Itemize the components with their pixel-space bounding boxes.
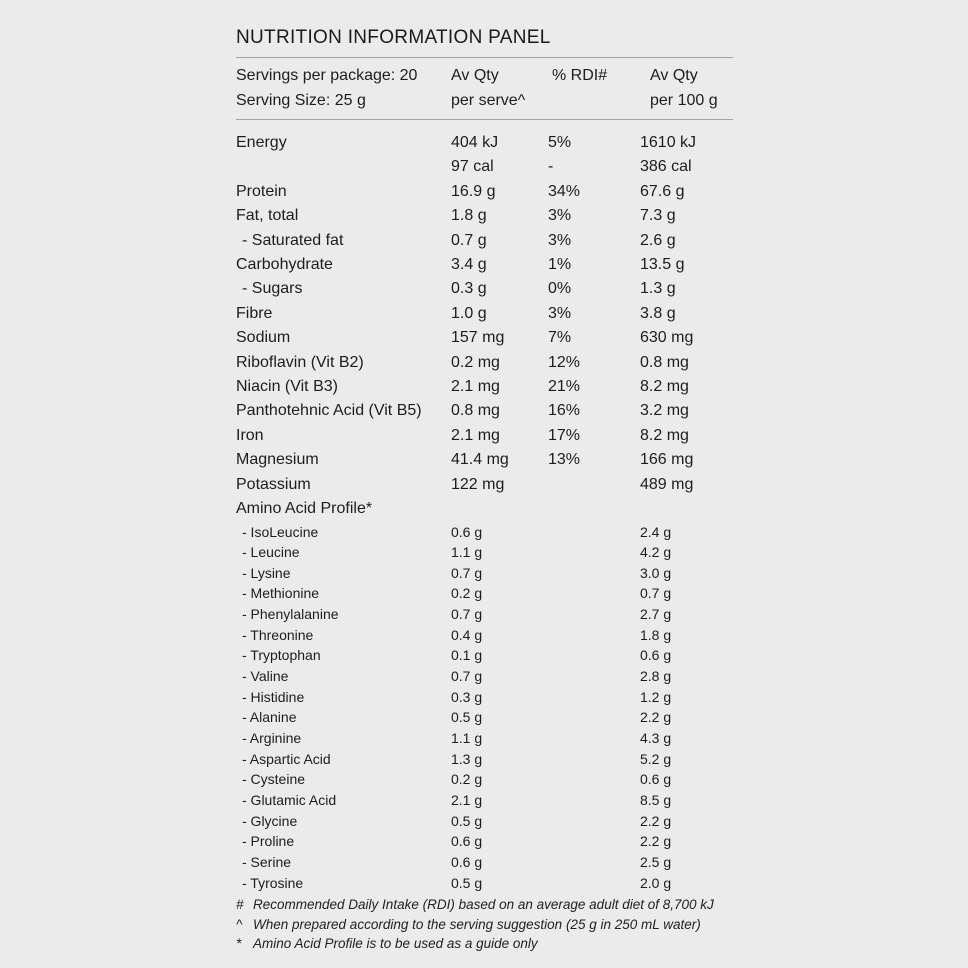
row-serve: 0.5 g xyxy=(451,812,483,829)
row-serve: 0.3 g xyxy=(451,688,483,705)
table-row xyxy=(236,155,733,179)
row-per100: 8.2 mg xyxy=(640,378,689,396)
row-serve: 0.2 mg xyxy=(451,353,500,371)
footnote-text: When prepared according to the serving suggestion (25 g in 250 mL water) xyxy=(253,916,701,932)
row-serve: 1.1 g xyxy=(451,544,483,561)
table-row xyxy=(236,424,733,448)
row-rdi: - xyxy=(548,158,554,176)
row-per100: 2.5 g xyxy=(640,854,672,870)
table-row xyxy=(236,873,733,894)
row-label: - Histidine xyxy=(242,688,305,705)
row-label: - Alanine xyxy=(242,709,297,726)
row-per100: 2.7 g xyxy=(640,606,672,623)
row-serve: 16.9 g xyxy=(451,182,496,200)
table-row xyxy=(236,583,733,604)
footnote-marker: ^ xyxy=(236,916,243,932)
row-rdi: 3% xyxy=(548,231,572,249)
row-label: Panthotehnic Acid (Vit B5) xyxy=(236,402,422,420)
row-label: - Saturated fat xyxy=(242,231,344,249)
table-row xyxy=(236,277,733,301)
footnote xyxy=(236,934,733,954)
row-label: - Glutamic Acid xyxy=(242,792,337,809)
row-label: Niacin (Vit B3) xyxy=(236,378,338,396)
row-rdi xyxy=(548,687,640,708)
row-per100: 13.5 g xyxy=(640,256,685,274)
row-label: Potassium xyxy=(236,475,311,493)
row-serve: 122 mg xyxy=(451,475,505,493)
row-serve: 0.4 g xyxy=(451,626,483,643)
row-rdi xyxy=(548,852,640,873)
row-serve: 0.8 mg xyxy=(451,402,500,420)
row-serve: 1.0 g xyxy=(451,304,487,322)
per-100g-header-line2: per 100 g xyxy=(650,92,718,109)
column-header-per-serve xyxy=(451,63,548,113)
row-label: - Arginine xyxy=(242,730,302,747)
row-label: - Threonine xyxy=(242,626,314,643)
table-row xyxy=(236,852,733,873)
row-per100: 2.8 g xyxy=(640,668,672,685)
row-serve: 1.8 g xyxy=(451,207,487,225)
row-label: Sodium xyxy=(236,329,291,347)
row-per100: 67.6 g xyxy=(640,182,685,200)
row-serve xyxy=(451,497,548,521)
row-per100: 0.7 g xyxy=(640,585,672,602)
row-serve: 0.3 g xyxy=(451,280,487,298)
rdi-header: % RDI# xyxy=(552,67,608,84)
row-rdi: 12% xyxy=(548,353,581,371)
table-row xyxy=(236,399,733,423)
row-per100: 2.4 g xyxy=(640,523,672,540)
table-row xyxy=(236,375,733,399)
table-row xyxy=(236,625,733,646)
column-header-per-100g xyxy=(640,63,733,113)
row-label: - Sugars xyxy=(242,280,303,298)
row-label: Energy xyxy=(236,134,287,151)
table-row xyxy=(236,131,733,155)
row-rdi xyxy=(548,522,640,543)
table-row xyxy=(236,604,733,625)
row-label: - Leucine xyxy=(242,544,300,561)
row-serve: 0.2 g xyxy=(451,585,483,602)
table-row xyxy=(236,448,733,472)
nutrition-information-panel xyxy=(236,26,733,954)
serving-size-label: Serving Size: 25 g xyxy=(236,92,366,109)
row-rdi xyxy=(548,790,640,811)
row-rdi: 17% xyxy=(548,426,581,444)
per-serve-header-line1: Av Qty xyxy=(451,67,499,84)
row-per100: 2.2 g xyxy=(640,709,672,726)
row-label: - Tryptophan xyxy=(242,647,321,664)
row-rdi xyxy=(548,542,640,563)
row-per100: 1610 kJ xyxy=(640,134,697,151)
row-serve: 404 kJ xyxy=(451,134,499,151)
table-row xyxy=(236,180,733,204)
row-serve: 0.7 g xyxy=(451,564,483,581)
row-per100: 0.6 g xyxy=(640,647,672,664)
table-row xyxy=(236,687,733,708)
row-label: Amino Acid Profile* xyxy=(236,500,373,518)
table-row xyxy=(236,728,733,749)
row-label: - Lysine xyxy=(242,564,291,581)
row-per100: 4.2 g xyxy=(640,544,672,561)
table-row xyxy=(236,497,733,521)
row-per100: 1.8 g xyxy=(640,626,672,643)
row-serve: 2.1 g xyxy=(451,792,483,809)
row-label xyxy=(236,155,451,179)
row-serve: 0.6 g xyxy=(451,854,483,870)
row-serve: 2.1 mg xyxy=(451,378,500,396)
row-per100: 2.2 g xyxy=(640,812,672,829)
row-serve: 2.1 mg xyxy=(451,426,500,444)
row-per100: 8.5 g xyxy=(640,792,672,809)
row-label: Protein xyxy=(236,182,287,200)
row-label: Carbohydrate xyxy=(236,256,333,274)
row-per100: 2.2 g xyxy=(640,833,672,850)
table-row xyxy=(236,666,733,687)
row-serve: 0.5 g xyxy=(451,874,483,891)
row-label: Fat, total xyxy=(236,207,299,225)
row-serve: 0.7 g xyxy=(451,231,487,249)
table-row xyxy=(236,522,733,543)
row-label: - Methionine xyxy=(242,585,320,602)
row-per100: 4.3 g xyxy=(640,730,672,747)
table-header xyxy=(236,58,733,119)
row-per100: 7.3 g xyxy=(640,207,676,225)
row-serve: 1.1 g xyxy=(451,730,483,747)
table-row xyxy=(236,563,733,584)
footnote-text: Recommended Daily Intake (RDI) based on an average adult diet of 8,700 kJ xyxy=(253,897,714,913)
row-per100: 0.8 mg xyxy=(640,353,689,371)
row-per100: 630 mg xyxy=(640,329,694,347)
row-label: - Proline xyxy=(242,833,295,850)
table-row xyxy=(236,790,733,811)
serving-info xyxy=(236,63,451,113)
table-row xyxy=(236,351,733,375)
row-per100: 489 mg xyxy=(640,475,694,493)
row-rdi xyxy=(548,563,640,584)
row-per100: 2.0 g xyxy=(640,874,672,891)
row-rdi xyxy=(548,473,640,497)
row-label: - IsoLeucine xyxy=(242,523,319,540)
table-row xyxy=(236,229,733,253)
row-rdi: 16% xyxy=(548,402,581,420)
row-per100: 5.2 g xyxy=(640,750,672,767)
row-serve: 0.6 g xyxy=(451,833,483,850)
footnote xyxy=(236,915,733,935)
table-row xyxy=(236,204,733,228)
row-per100 xyxy=(640,497,733,521)
row-per100: 3.2 mg xyxy=(640,402,689,420)
row-rdi: 7% xyxy=(548,329,572,347)
table-row xyxy=(236,542,733,563)
table-row xyxy=(236,831,733,852)
row-serve: 157 mg xyxy=(451,329,505,347)
row-rdi: 3% xyxy=(548,304,572,322)
row-per100: 1.2 g xyxy=(640,688,672,705)
row-rdi: 5% xyxy=(548,134,572,151)
row-serve: 97 cal xyxy=(451,158,494,176)
row-rdi: 0% xyxy=(548,280,572,298)
footnote-text: Amino Acid Profile is to be used as a guide only xyxy=(253,936,538,952)
footnotes xyxy=(236,895,733,954)
row-serve: 0.7 g xyxy=(451,668,483,685)
row-rdi xyxy=(548,707,640,728)
row-per100: 166 mg xyxy=(640,451,694,469)
row-per100: 386 cal xyxy=(640,158,692,176)
table-row xyxy=(236,769,733,790)
row-rdi xyxy=(548,811,640,832)
row-label: Magnesium xyxy=(236,451,319,469)
row-label: - Valine xyxy=(242,668,289,685)
row-per100: 3.0 g xyxy=(640,564,672,581)
table-row xyxy=(236,473,733,497)
row-rdi xyxy=(548,497,640,521)
row-serve: 3.4 g xyxy=(451,256,487,274)
row-label: Iron xyxy=(236,426,264,444)
row-label: - Glycine xyxy=(242,812,298,829)
row-per100: 3.8 g xyxy=(640,304,676,322)
per-100g-header-line1: Av Qty xyxy=(650,67,698,84)
row-rdi xyxy=(548,769,640,790)
table-row xyxy=(236,253,733,277)
servings-per-package-label: Servings per package: 20 xyxy=(236,67,418,84)
row-serve: 0.2 g xyxy=(451,771,483,788)
footnote xyxy=(236,895,733,915)
row-label: - Tyrosine xyxy=(242,874,304,891)
row-rdi: 13% xyxy=(548,451,581,469)
row-per100: 1.3 g xyxy=(640,280,676,298)
row-serve: 0.5 g xyxy=(451,709,483,726)
footnote-marker: * xyxy=(236,936,242,952)
row-label: Riboflavin (Vit B2) xyxy=(236,353,364,371)
row-rdi: 34% xyxy=(548,182,581,200)
column-header-rdi xyxy=(548,63,640,113)
table-row xyxy=(236,811,733,832)
row-per100: 0.6 g xyxy=(640,771,672,788)
row-rdi xyxy=(548,604,640,625)
row-rdi xyxy=(548,873,640,894)
row-per100: 2.6 g xyxy=(640,231,676,249)
row-label: - Aspartic Acid xyxy=(242,750,331,767)
row-serve: 41.4 mg xyxy=(451,451,509,469)
footnote-marker: # xyxy=(236,897,244,913)
row-rdi: 21% xyxy=(548,378,581,396)
row-serve: 0.1 g xyxy=(451,647,483,664)
row-rdi xyxy=(548,625,640,646)
table-row xyxy=(236,645,733,666)
row-rdi xyxy=(548,728,640,749)
table-row xyxy=(236,326,733,350)
row-label: - Phenylalanine xyxy=(242,606,339,623)
amino-acid-table xyxy=(236,522,733,894)
row-rdi xyxy=(548,666,640,687)
per-serve-header-line2: per serve^ xyxy=(451,92,526,109)
row-rdi: 3% xyxy=(548,207,572,225)
row-label: - Serine xyxy=(242,854,292,870)
row-serve: 1.3 g xyxy=(451,750,483,767)
table-row xyxy=(236,749,733,770)
table-row xyxy=(236,302,733,326)
nutrient-table xyxy=(236,131,733,522)
row-per100: 8.2 mg xyxy=(640,426,689,444)
page-title: NUTRITION INFORMATION PANEL xyxy=(236,27,551,48)
row-label: Fibre xyxy=(236,304,273,322)
divider-header xyxy=(236,119,733,120)
table-row xyxy=(236,707,733,728)
row-rdi xyxy=(548,831,640,852)
row-label: - Cysteine xyxy=(242,771,306,788)
row-rdi: 1% xyxy=(548,256,572,274)
row-serve: 0.6 g xyxy=(451,523,483,540)
row-rdi xyxy=(548,583,640,604)
row-rdi xyxy=(548,749,640,770)
row-serve: 0.7 g xyxy=(451,606,483,623)
row-rdi xyxy=(548,645,640,666)
